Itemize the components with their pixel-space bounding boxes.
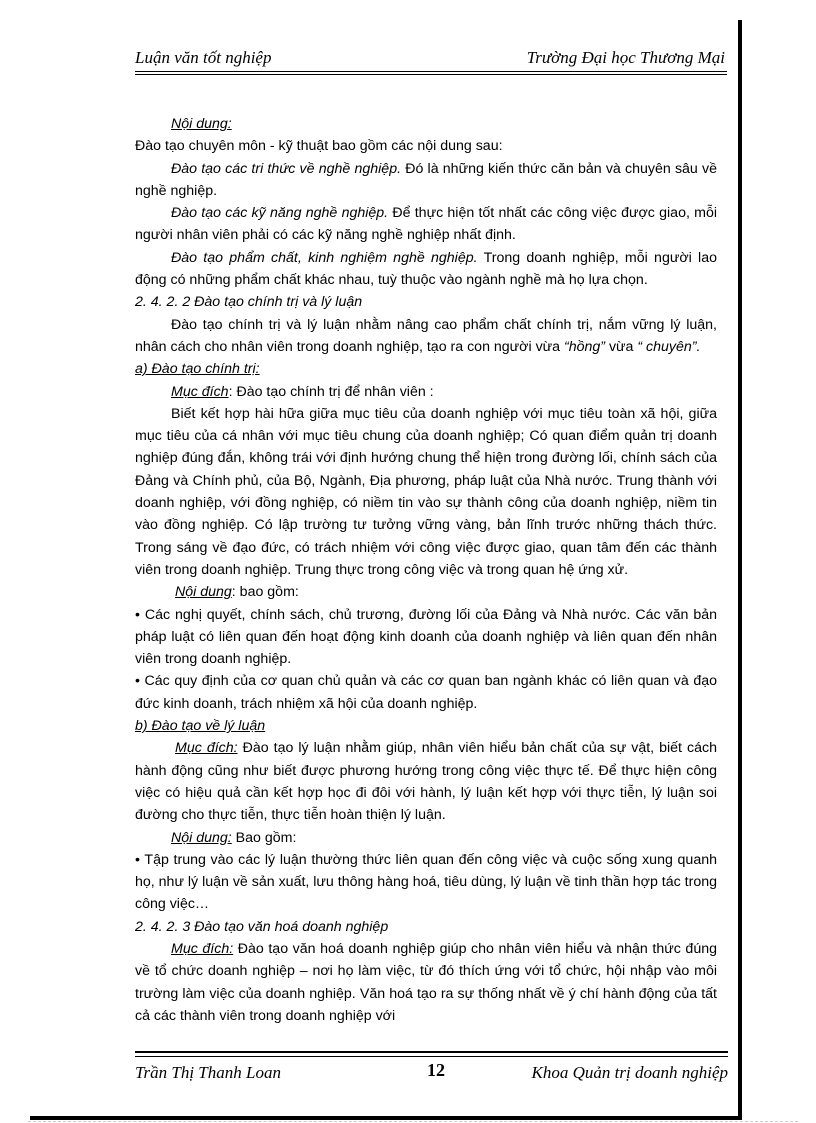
header-left: Luận văn tốt nghiệp [135, 48, 272, 67]
text: Để thực hiện tốt nhất các công việc được giao, mỗi người nhân viên phải có các kỹ năng nghề nghiệp nhất định. [135, 205, 717, 244]
paragraph [135, 158, 717, 203]
text: Đào tạo văn hoá doanh nghiệp giúp cho nhân viên hiểu và nhận thức đúng về tổ chức doanh nghiệp – nơi họ làm việc, từ đó thích ứng với tổ chức, hội nhập vào môi trường làm việc của doanh nghiệp. Văn hoá tạo ra sự thống nhất về ý chí hành động của tất cả các thành viên trong doanh nghiệp với [135, 940, 717, 1024]
paragraph: Biết kết hợp hài hữa giữa mục tiêu của doanh nghiệp với mục tiêu toàn xã hội, giữa mục tiêu của cá nhân với mục tiêu chung của doanh nghiệp; Có quan điểm quản trị doanh nghiệp đúng đắn, không trái với định hướng chung thể hiện trong đường lối, chính sách của Đảng và Chính phủ, của Bộ, Ngành, Địa phương, pháp luật của Nhà nước. Trung thành với doanh nghiệp, với đồng nghiệp, có niềm tin vào sự thành công của doanh nghiệp, niềm tin vào đồng nghiệp. Có lập trường tư tưởng vững vàng, bản lĩnh trước những thách thức. Trong sáng về đạo đức, có trách nhiệm với công việc được giao, quan tâm đến các thành viên trong doanh nghiệp. Trung thực trong công việc và trong quan hệ ứng xử. [135, 405, 717, 578]
subsection-heading: a) Đào tạo chính trị: [135, 361, 260, 378]
page-footer [135, 1054, 728, 1084]
text: vừa [605, 338, 638, 355]
section-heading: 2. 4. 2. 3 Đào tạo văn hoá doanh nghiệp [135, 918, 389, 935]
footer-rule [135, 1051, 728, 1053]
header-rule-thin [135, 74, 727, 75]
paragraph [135, 202, 717, 247]
page-border-shadow-right [738, 20, 742, 1120]
paragraph [135, 737, 717, 826]
page-number: 12 [427, 1060, 445, 1080]
text: Đào tạo lý luận nhằm giúp, nhân viên hiểu bản chất của sự vật, biết cách hành động cũng như biết được phương hướng trong công việc thực tế. Để thực hiện công việc có hiệu quả cần kết hợp học đi đôi với hành, lý luận kết hợp với thực tiễn, lý luận soi đường cho thực tiễn, thực tiễn hoàn thiện lý luận. [135, 740, 717, 824]
text: : bao gồm: [231, 584, 299, 601]
label: Mục đích: [171, 940, 234, 957]
page-edge [28, 1121, 798, 1122]
italic-phrase: Đào tạo phẩm chất, kinh nghiệm nghề nghiệp. [171, 249, 478, 266]
bullet-item: • Các quy định của cơ quan chủ quản và các cơ quan ban ngành khác có liên quan và đạo đức kinh doanh, trách nhiệm xã hội của doanh nghiệp. [135, 673, 717, 712]
text: Trong doanh nghiệp, mỗi người lao động có những phẩm chất khác nhau, tuỳ thuộc vào ngành nghề mà họ lựa chọn. [135, 249, 717, 289]
paragraph [135, 581, 717, 603]
label: Nội dung [175, 584, 232, 601]
section-heading: 2. 4. 2. 2 Đào tạo chính trị và lý luận [135, 294, 363, 311]
label: Mục đích [171, 383, 229, 400]
italic-phrase: Đào tạo các tri thức về nghề nghiệp. [171, 160, 402, 177]
italic-phrase: Đào tạo các kỹ năng nghề nghiệp. [171, 205, 389, 222]
bullet-item: • Tập trung vào các lý luận thường thức liên quan đến công việc và cuộc sống xung quanh họ, như lý luận về sản xuất, lưu thông hàng hoá, tiêu dùng, lý luận về tinh thần hợp tác trong công việc… [135, 851, 718, 913]
page-body [135, 113, 717, 1027]
label: Nội dung: [171, 829, 232, 846]
page-header [135, 48, 725, 70]
page-border-shadow-bottom [30, 1116, 742, 1120]
paragraph [135, 314, 717, 359]
text: Bao gồm: [231, 829, 297, 846]
paragraph [135, 247, 717, 292]
header-right: Trường Đại học Thương Mại [526, 48, 725, 67]
paragraph [135, 938, 717, 1027]
label: Mục đích: [175, 740, 238, 757]
footer-author: Trần Thị Thanh Loan [135, 1063, 281, 1082]
subsection-heading: b) Đào tạo về lý luận [135, 718, 266, 735]
footer-department: Khoa Quản trị doanh nghiệp [531, 1063, 728, 1082]
text: : Đào tạo chính trị để nhân viên : [228, 383, 434, 400]
header-rule [135, 71, 727, 72]
paragraph [135, 381, 717, 403]
label: Nội dung: [171, 116, 232, 132]
paragraph: Đào tạo chuyên môn - kỹ thuật bao gồm các nội dung sau: [135, 138, 503, 155]
text: Đào tạo chính trị và lý luận nhằm nâng cao phẩm chất chính trị, nắm vững lý luận, nhân cách cho nhân viên trong doanh nghiệp, tạo ra con người vừa [135, 316, 717, 355]
bullet-item: • Các nghị quyết, chính sách, chủ trương, đường lối của Đảng và Nhà nước. Các văn bản pháp luật có liên quan đến hoạt động kinh doanh của doanh nghiệp và liên quan đến nhân viên trong doanh nghiệp. [135, 606, 717, 668]
paragraph [135, 827, 717, 849]
italic-phrase: “ chuyên”. [637, 338, 701, 355]
paragraph [135, 113, 717, 135]
italic-phrase: “hồng” [564, 338, 606, 355]
text: Đó là những kiến thức căn bản và chuyên sâu về nghề nghiệp. [135, 160, 718, 199]
